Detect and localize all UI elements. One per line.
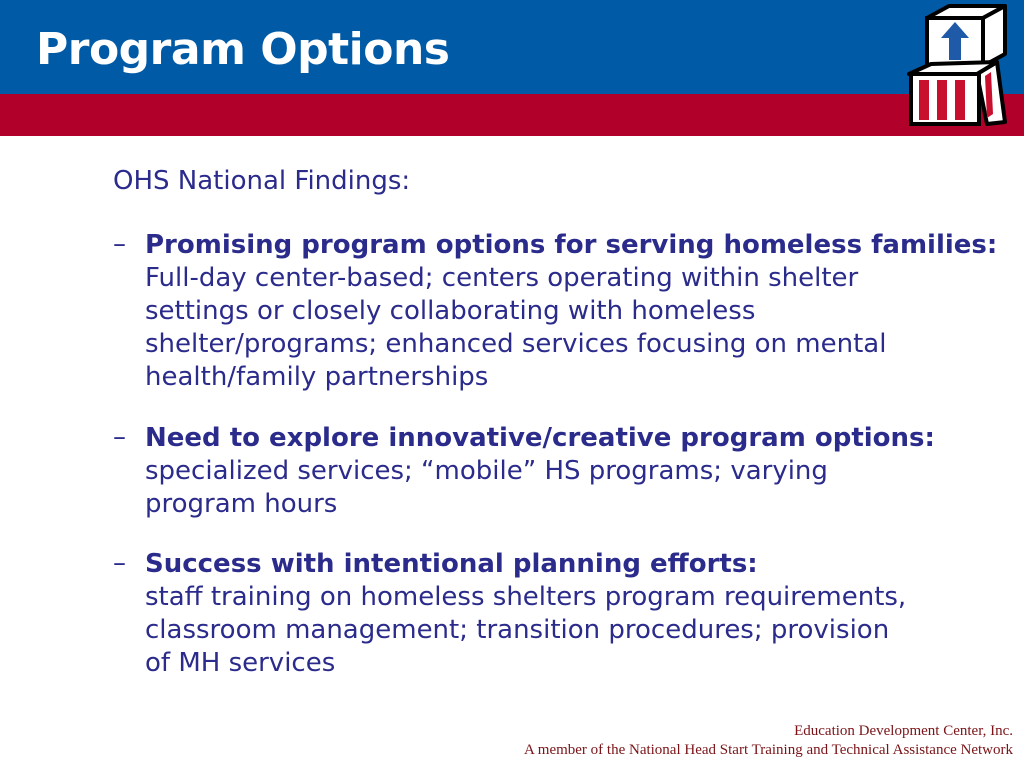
footer-organization: Education Development Center, Inc. — [794, 723, 1013, 739]
bullet-line: Full-day center-based; centers operating within shelter — [145, 263, 859, 293]
bullet-bold-lead: Need to explore innovative/creative program options: — [145, 423, 935, 453]
bullet-text — [145, 548, 960, 680]
bullet-bold-lead: Success with intentional planning efforts: — [145, 549, 758, 579]
bullet-line: specialized services; “mobile” HS programs; varying — [145, 456, 828, 486]
building-blocks-logo — [905, 4, 1017, 126]
bullet-dash: – — [113, 548, 126, 578]
bullet-bold-lead: Promising program options for serving homeless families: — [145, 230, 998, 260]
findings-heading: OHS National Findings: — [113, 166, 411, 196]
bullet-line: program hours — [145, 489, 338, 519]
footer-network: A member of the National Head Start Training and Technical Assistance Network — [524, 742, 1013, 758]
bullet-line: health/family partnerships — [145, 362, 489, 392]
slide-footer — [524, 722, 1013, 760]
bullet-line: settings or closely collaborating with homeless — [145, 296, 756, 326]
bullet-line: of MH services — [145, 648, 336, 678]
bullet-line: shelter/programs; enhanced services focusing on mental — [145, 329, 887, 359]
bullet-dash: – — [113, 229, 126, 259]
bullet-dash: – — [113, 422, 126, 452]
bullet-text — [145, 422, 960, 521]
header-red-band — [0, 94, 1024, 136]
bullet-text — [145, 229, 998, 394]
bullet-line: classroom management; transition procedures; provision — [145, 615, 890, 645]
bullet-line: staff training on homeless shelters program requirements, — [145, 582, 907, 612]
slide-title: Program Options — [36, 24, 450, 75]
